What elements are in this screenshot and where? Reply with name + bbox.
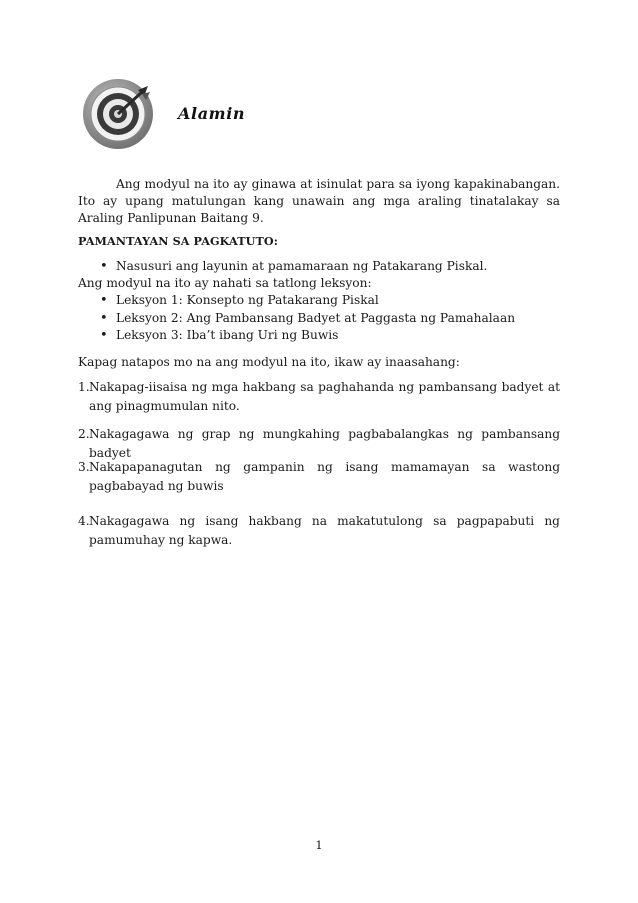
bullet-icon: • xyxy=(100,310,108,326)
objective-item: 4. Nakagagawa ng isang hakbang na makatutulong sa pagpapabuti ng pamumuhay ng kapwa. xyxy=(78,514,560,547)
bullet-icon: • xyxy=(100,259,108,274)
list-item: • Nasusuri ang layunin at pamamaraan ng Patakarang Piskal. xyxy=(100,259,488,274)
section-header xyxy=(82,78,282,156)
objective-item: 3. Nakapapanagutan ng gampanin ng isang mamamayan sa wastong pagbabayad ng buwis xyxy=(78,460,560,493)
intro-paragraph xyxy=(78,176,560,228)
target-icon xyxy=(82,78,154,150)
modyul-line: Ang modyul na ito ay nahati sa tatlong leksyon: xyxy=(78,276,372,290)
kapag-line: Kapag natapos mo na ang modyul na ito, ikaw ay inaasahang: xyxy=(78,355,460,369)
list-item: • Leksyon 1: Konsepto ng Patakarang Piskal xyxy=(100,293,379,308)
list-item: • Leksyon 3: Iba’t ibang Uri ng Buwis xyxy=(100,328,339,344)
bullet-icon: • xyxy=(100,293,108,308)
intro-text: Ang modyul na ito ay ginawa at isinulat para sa iyong kapakinabangan. Ito ay upang matulungan kang unawain ang mga araling tinatalakay sa Araling Panlipunan Baitang 9. xyxy=(78,177,560,226)
leksyon-list xyxy=(78,292,560,345)
objective-item: 1. Nakapag-iisaisa ng mga hakbang sa paghahanda ng pambansang badyet at ang pinagmumulan nito. xyxy=(78,380,560,413)
pamantayan-list xyxy=(78,258,560,276)
pamantayan-heading: PAMANTAYAN SA PAGKATUTO: xyxy=(78,234,278,248)
list-item: • Leksyon 2: Ang Pambansang Badyet at Paggasta ng Pamahalaan xyxy=(100,310,516,326)
bullet-icon: • xyxy=(100,328,108,344)
objective-item: 2. Nakagagawa ng grap ng mungkahing pagbabalangkas ng pambansang badyet xyxy=(78,427,560,460)
page-number: 1 xyxy=(315,838,323,852)
section-title: Alamin xyxy=(178,104,246,123)
